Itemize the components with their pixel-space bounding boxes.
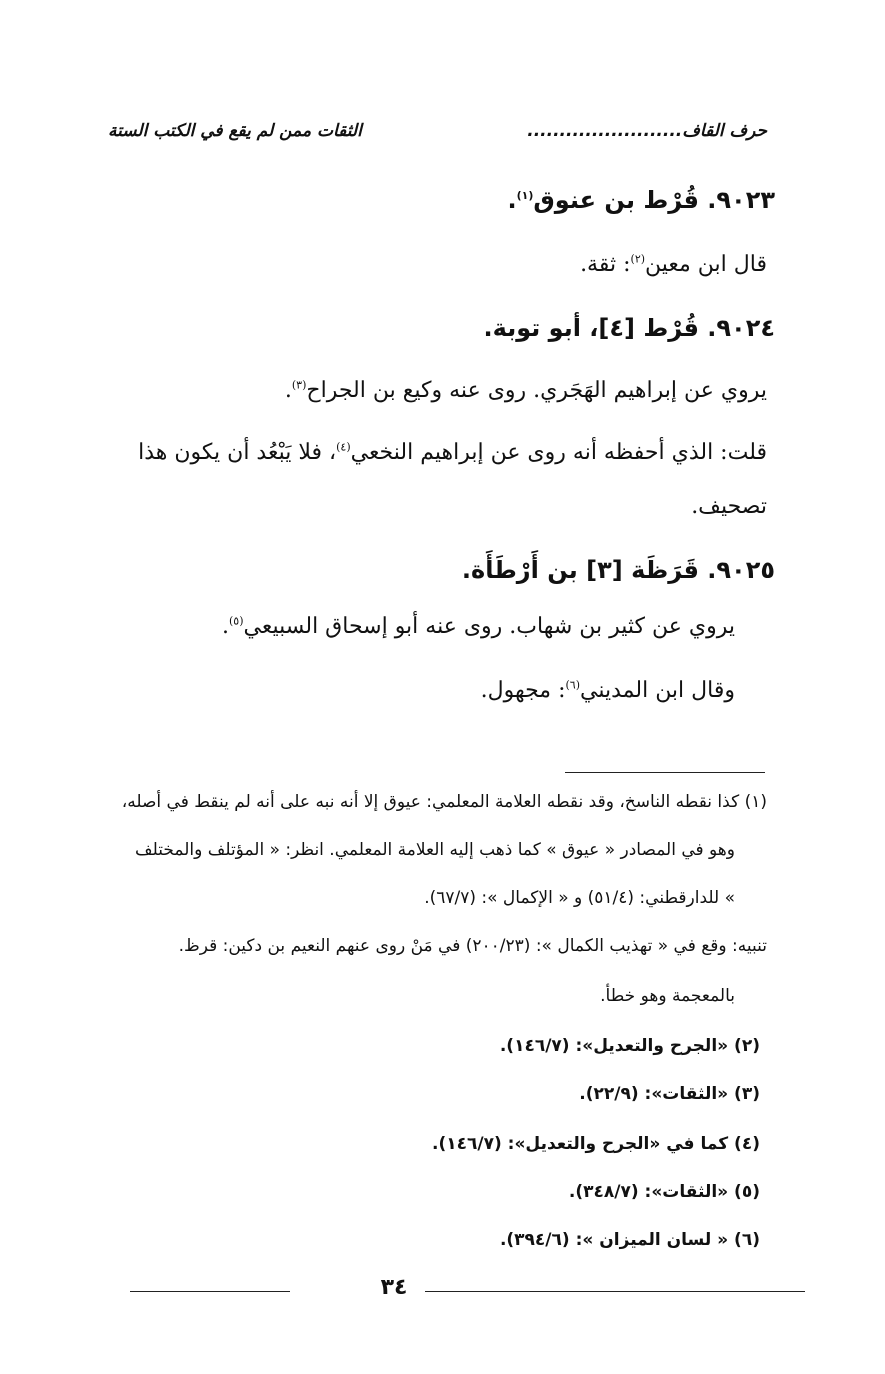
body-text: قلت: الذي أحفظه أنه روى عن إبراهيم النخعي bbox=[350, 440, 767, 465]
chapter-label: حرف القاف bbox=[682, 121, 767, 141]
footnote-line: (٤) كما في «الجرح والتعديل»: (١٤٦/٧). bbox=[432, 1134, 760, 1154]
footnote-line: » للدارقطني: (٥١/٤) و « الإكمال »: (٦٧/٧). bbox=[424, 888, 735, 908]
page-number-rule-left bbox=[425, 1291, 805, 1292]
page-number: ٣٤ bbox=[380, 1274, 408, 1300]
footnote-ref[interactable]: (٤) bbox=[336, 440, 351, 454]
body-line bbox=[138, 440, 767, 465]
body-text: : ثقة. bbox=[580, 252, 631, 277]
footnote-line: وهو في المصادر « عيوق » كما ذهب إليه العلامة المعلمي. انظر: « المؤتلف والمختلف bbox=[135, 840, 735, 860]
body-text: . bbox=[284, 378, 292, 403]
footnote-line: بالمعجمة وهو خطأ. bbox=[600, 986, 735, 1006]
footnote-ref[interactable]: (٢) bbox=[630, 252, 646, 266]
body-text: يروي عن كثير بن شهاب. روى عنه أبو إسحاق السبيعي bbox=[243, 614, 735, 639]
entry-heading-text: ٩٠٢٣. قُرْط بن عنوق bbox=[533, 186, 775, 214]
footnote-ref[interactable]: (١) bbox=[516, 189, 534, 202]
body-text: ، فلا يَبْعُد أن يكون هذا bbox=[138, 440, 337, 465]
footnote-divider bbox=[565, 772, 765, 773]
body-line bbox=[580, 252, 767, 277]
body-line bbox=[222, 614, 735, 639]
entry-heading bbox=[507, 186, 775, 214]
footnote-line: (٣) «الثقات»: (٢٢/٩). bbox=[579, 1084, 760, 1104]
body-text: . bbox=[222, 614, 229, 639]
footnote-ref[interactable]: (٣) bbox=[291, 378, 307, 392]
body-text: يروي عن إبراهيم الهَجَري. روى عنه وكيع بن الجراح bbox=[306, 378, 767, 403]
footnote-ref[interactable]: (٥) bbox=[229, 614, 244, 628]
body-line bbox=[481, 678, 735, 703]
entry-heading: ٩٠٢٥. قَرَظَة [٣] بن أَرْطَأَة. bbox=[461, 556, 775, 584]
entry-heading-end: . bbox=[507, 186, 517, 214]
header-dots: ........................ bbox=[527, 121, 683, 141]
page-number-rule-right bbox=[130, 1291, 290, 1292]
footnote-line: (٥) «الثقات»: (٣٤٨/٧). bbox=[568, 1182, 760, 1202]
chapter-title bbox=[527, 121, 767, 141]
footnote-line: تنبيه: وقع في « تهذيب الكمال »: (٢٠٠/٢٣) في مَنْ روى عنهم النعيم بن دكين: قرظ. bbox=[178, 936, 767, 956]
running-header bbox=[108, 116, 767, 146]
body-text: قال ابن معين bbox=[645, 252, 767, 277]
footnote-line: (٢) «الجرح والتعديل»: (١٤٦/٧). bbox=[499, 1036, 760, 1056]
footnote-line: (١) كذا نقطه الناسخ، وقد نقطه العلامة المعلمي: عيوق إلا أنه نبه على أنه لم ينقط في أصله، bbox=[121, 792, 767, 812]
body-text: : مجهول. bbox=[480, 678, 566, 703]
footnote-line: (٦) « لسان الميزان »: (٣٩٤/٦). bbox=[499, 1230, 760, 1250]
footnote-ref[interactable]: (٦) bbox=[565, 678, 581, 692]
body-line bbox=[285, 378, 767, 403]
body-text: وقال ابن المديني bbox=[580, 678, 735, 703]
entry-heading: ٩٠٢٤. قُرْط [٤]، أبو توبة. bbox=[483, 314, 775, 342]
book-title: الثقات ممن لم يقع في الكتب الستة bbox=[108, 121, 362, 141]
body-line: تصحيف. bbox=[691, 494, 767, 519]
